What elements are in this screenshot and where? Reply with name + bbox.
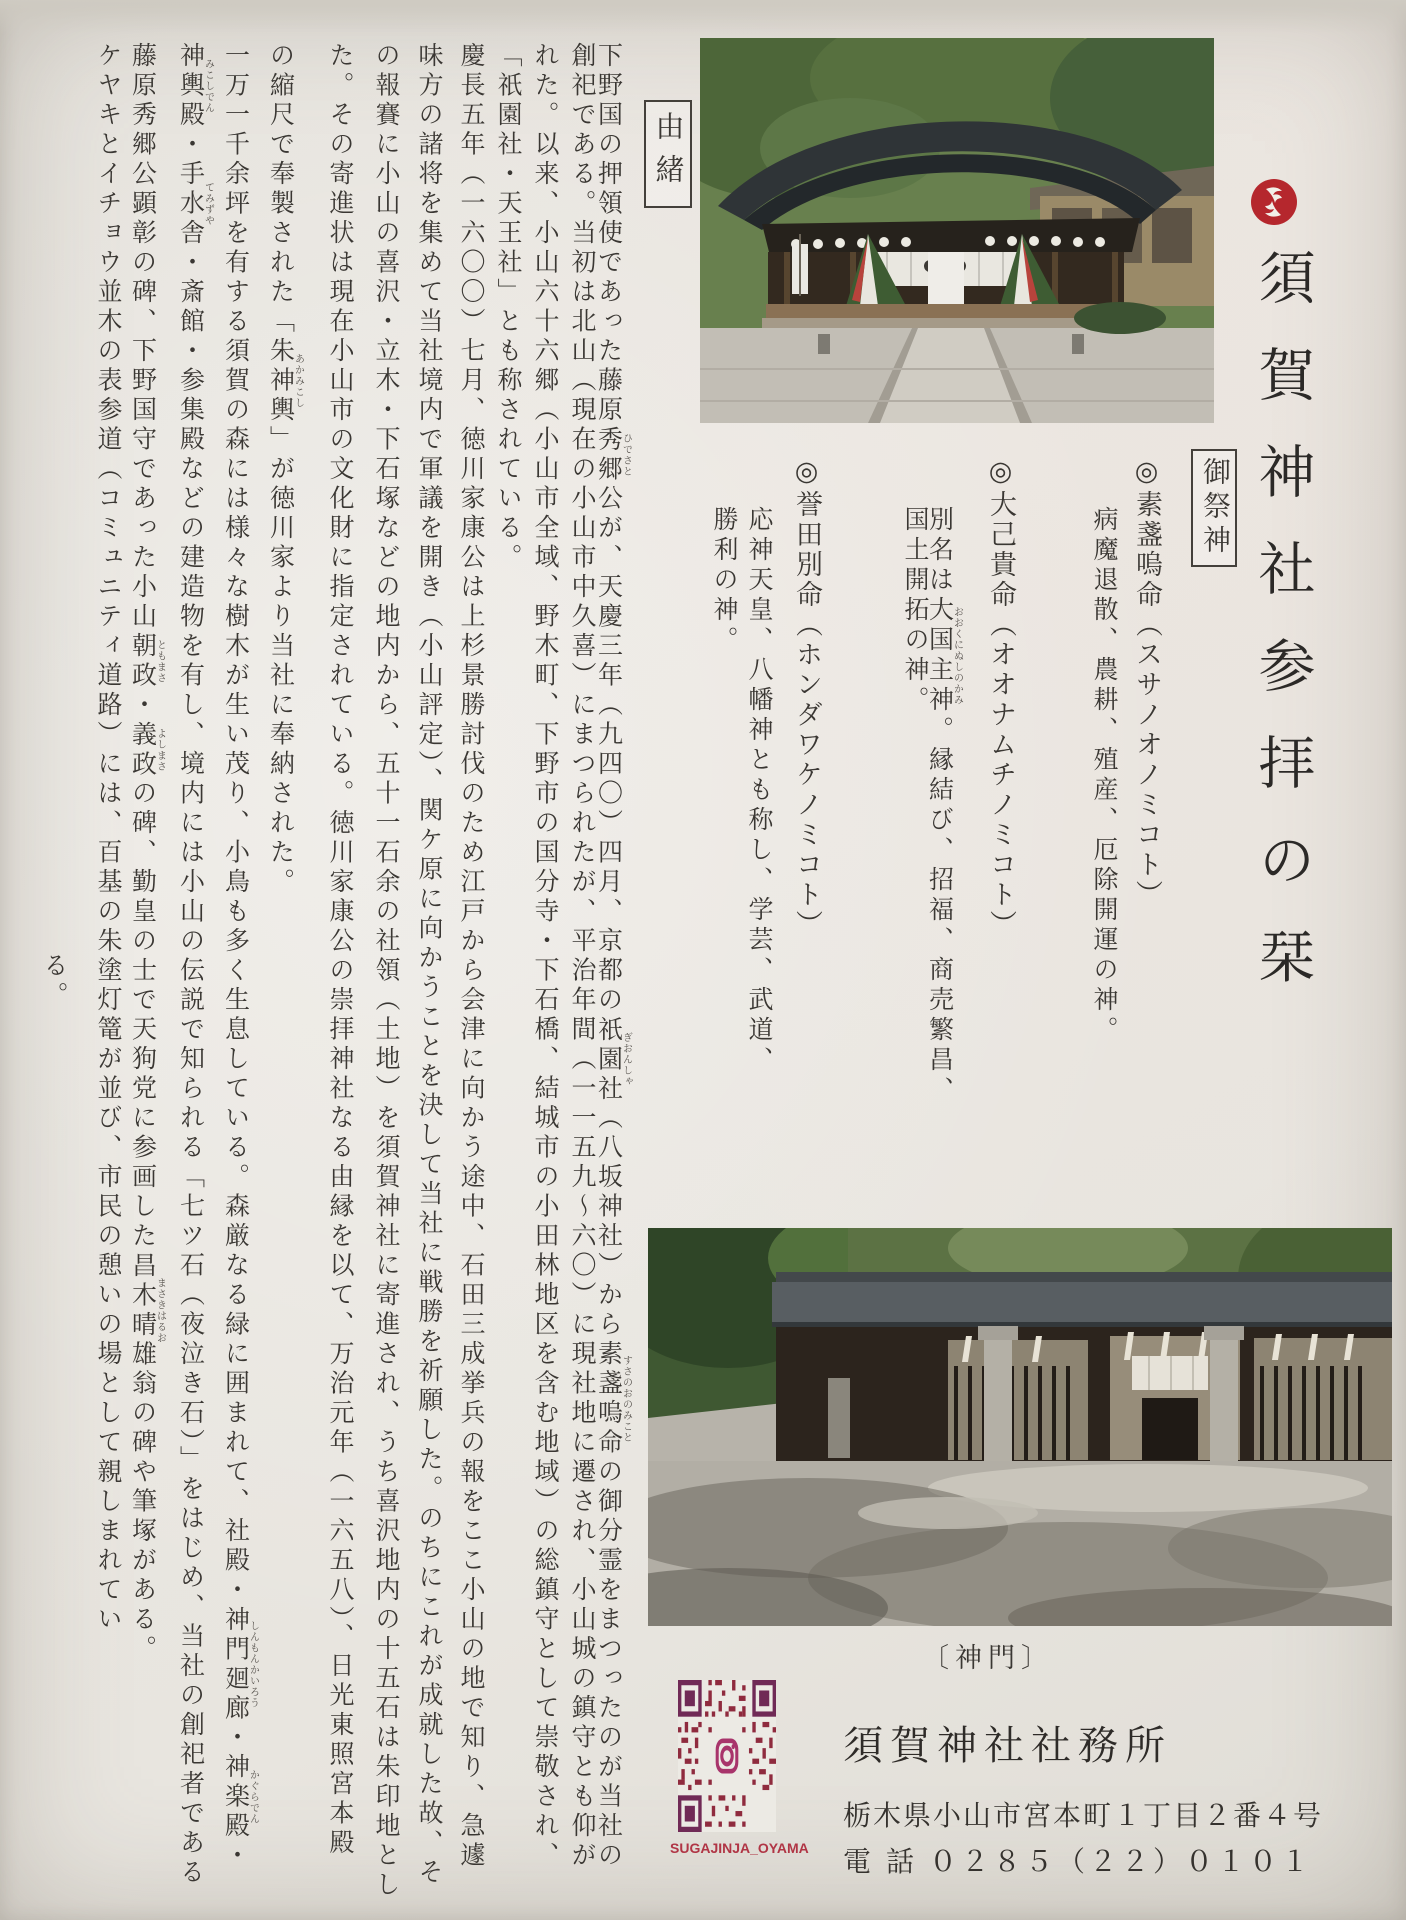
deity-description: 病魔退散、農耕、殖産、厄除開運の神。 [1090, 506, 1117, 1046]
deity-description: 応神天皇、八幡神とも称し、学芸、武道、 [745, 506, 772, 1076]
yuisho-column: 下野国の押領使であった藤原秀郷 ひでさと公が、天慶三年（九四〇）四月、京都の祇園社 ぎおんしゃ（八坂神社）から素盞嗚命 すさのおのみことの御分霊をまつったのが当社の [594, 42, 632, 1871]
gate-photo [648, 1228, 1392, 1626]
yuisho-column: 藤原秀郷公顕彰の碑、下野国守であった小山朝政 ともまさ・義政 よしまさの碑、勤皇の士で天狗党に参画した昌木晴雄 まさきはるお翁の碑や筆塚がある。 [128, 42, 166, 1665]
gate-roof [772, 1272, 1392, 1327]
deity-name: ◎大己貴命（オオナムチノミコト） [986, 456, 1016, 940]
deity-description: 勝利の神。 [710, 506, 737, 656]
instagram-handle: SUGAJINJA_OYAMA [670, 1840, 809, 1856]
yuisho-column: れた。以来、小山六十六郷（小山市全域、野木町、下野市の国分寺・下石橋、結城市の小田林地区を含む地域）の総鎮守として崇敬され、 [531, 42, 558, 1871]
ground-shadows [648, 1461, 1392, 1626]
office-phone: 電 話 ０２８５（２２）０１０１ [843, 1847, 1314, 1878]
yuisho-column: 慶長五年（一六〇〇）七月、徳川家康公は上杉景勝討伐のため江戸から会津に向かう途中、石田三成挙兵の報をここ小山の地で知り、急遽 [457, 42, 484, 1871]
instagram-qr-code [678, 1680, 776, 1832]
deity-name: ◎誉田別命（ホンダワケノミコト） [792, 456, 822, 940]
page-title: 須賀神社参拝の栞 [1250, 248, 1313, 1024]
yuisho-column-overflow: る。 [40, 952, 67, 1011]
yuisho-column: 創祀である。当初は北山（現在の小山市中久喜）にまつられたが、平治年間（一一五九～六〇）に現社地に遷され、小山城の鎮守とも仰が [568, 42, 595, 1871]
yuisho-label: 由緒 [644, 100, 692, 208]
deity-name: ◎素盞嗚命（スサノオノミコト） [1132, 456, 1162, 910]
yuisho-column: の報賽に小山の喜沢・立木・下石塚などの地内から、五十一石余の社領（土地）を須賀神社に寄進され、うち喜沢地内の十五石は朱印地とし [372, 42, 399, 1901]
yuisho-column: の縮尺で奉製された「朱神輿 あかみこし」が徳川家より当社に奉納された。 [266, 42, 304, 898]
gosaijin-label: 御祭神 [1191, 449, 1237, 567]
qr-center-window [711, 1731, 743, 1781]
office-name: 須賀神社社務所 [843, 1723, 1172, 1768]
yuisho-column: 一万一千余坪を有する須賀の森には様々な樹木が生い茂り、小鳥も多く生息している。森厳なる緑に囲まれて、社殿・神門廻廊 しんもんかいろう・神楽殿 かぐらでん・ [221, 42, 259, 1871]
deity-description: 国土開拓の神。 [901, 506, 928, 716]
main-hall-photo [700, 38, 1214, 423]
paper-shading [0, 0, 1406, 34]
eave-and-lanterns [762, 218, 1140, 256]
facade [768, 252, 1124, 308]
yuisho-column: 「祇園社・天王社」とも称されている。 [494, 42, 521, 573]
gate-structure [776, 1327, 1392, 1461]
deity-description: 別名は大国主神 おおくにぬしのかみ。縁結び、招福、商売繁昌、 [925, 506, 963, 1106]
office-address: 栃木県小山市宮本町１丁目２番４号 [843, 1801, 1324, 1832]
gate-caption: 〔神門〕 [922, 1643, 1054, 1673]
yuisho-column: 神輿殿 みこしでん・手水舎 てみずや・斎館・参集殿などの建造物を有し、境内には小山の伝説で知られる「七ツ石（夜泣き石）」をはじめ、当社の創祀者である [176, 42, 214, 1888]
yuisho-column: 味方の諸将を集めて当社境内で軍議を開き（小山評定）、関ケ原に向かうことを決して当社に戦勝を祈願した。のちにこれが成就した故、そ [415, 42, 442, 1888]
yuisho-column: た。その寄進状は現在小山市の文化財に指定されている。徳川家康公の崇拝神社なる由縁を以て、万治元年（一六五八）、日光東照宮本殿 [326, 42, 353, 1859]
shrine-crest-icon [1246, 174, 1302, 230]
yuisho-column: ケヤキとイチョウ並木の表参道（コミュニティ道路）には、百基の朱塗灯篭が並び、市民の憩いの場として親しまれてい [94, 42, 121, 1635]
